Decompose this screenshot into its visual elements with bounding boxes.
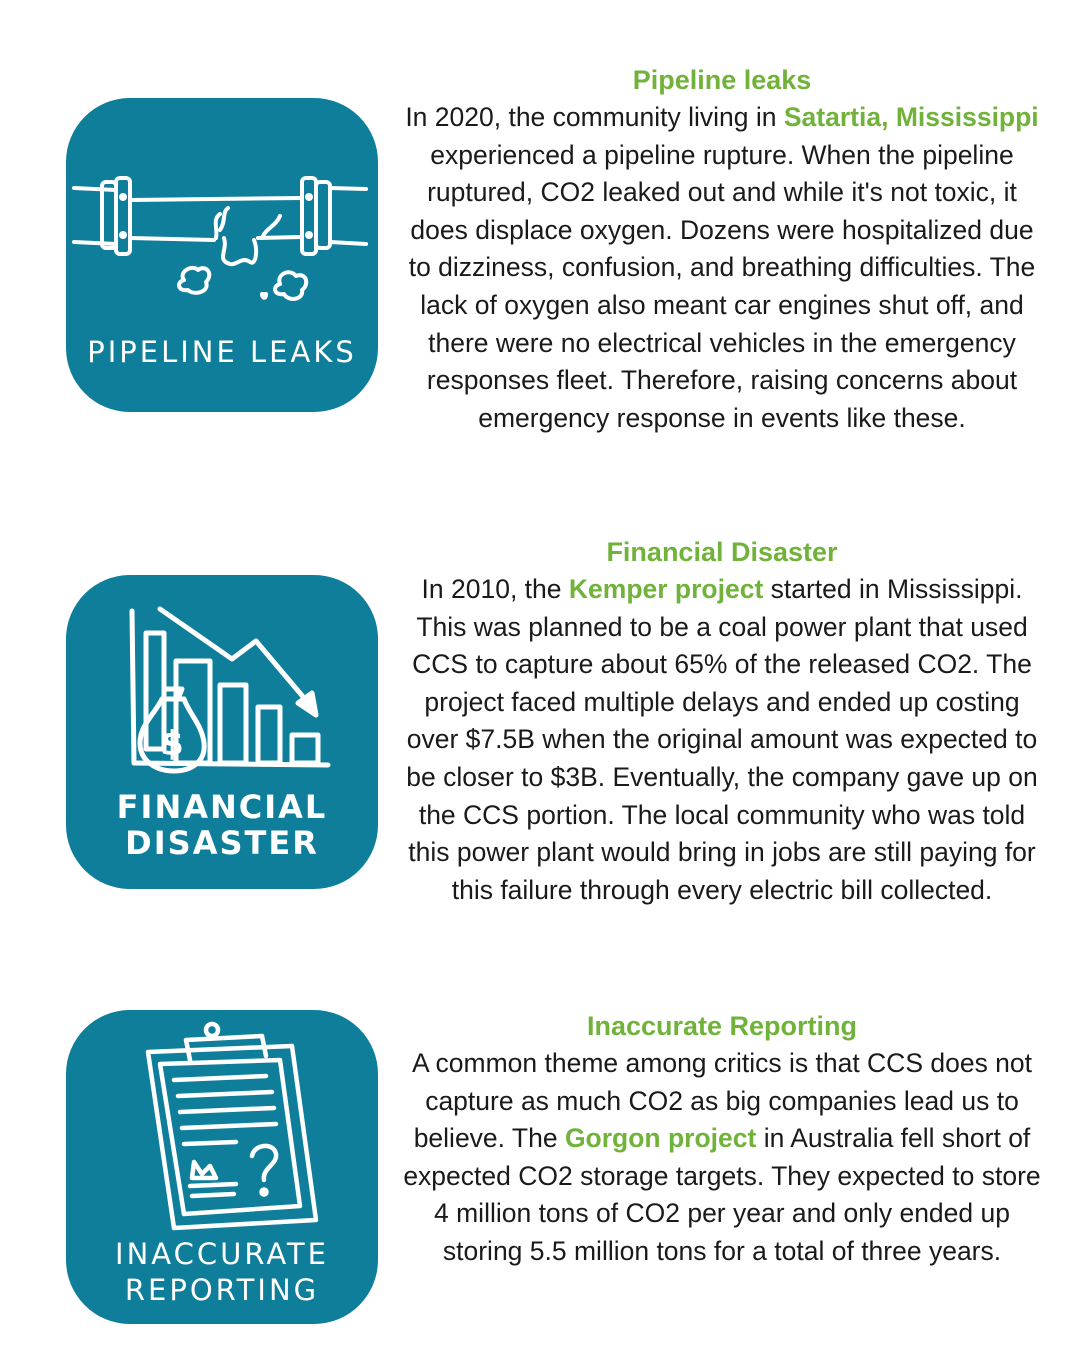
financial-disaster-body: In 2010, the Kemper project started in Mississippi. This was planned to be a coal power plant that used CCS to capture about 65% of the released CO2. The project faced multiple delays and ended up costing over $7.5B when the original amount was expected to be closer to $3B. Eventually, the company gave up on the CCS portion. The local community who was told this power plant would bring in jobs are still paying for this failure through every electric bill collected. bbox=[406, 574, 1038, 905]
pipeline-leaks-icon-label: PIPELINE LEAKS bbox=[87, 335, 357, 369]
inaccurate-reporting-body: A common theme among critics is that CCS does not capture as much CO2 as big companies lead us to believe. The Gorgon project in Australia fell short of expected CO2 storage targets. They expected to store 4 million tons of CO2 per year and only ended up storing 5.5 million tons for a total of three years. bbox=[403, 1048, 1041, 1266]
pipeline-leaks-body: In 2020, the community living in Satartia, Mississippi experienced a pipeline rupture. When the pipeline ruptured, CO2 leaked out and while it's not toxic, it does displace oxygen. Dozens were hospitalized due to dizziness, confusion, and breathing difficulties. The lack of oxygen also meant car engines shut off, and there were no electrical vehicles in the emergency responses fleet. Therefore, raising concerns about emergency response in events like these. bbox=[405, 102, 1039, 433]
financial-disaster-tile bbox=[66, 575, 378, 889]
financial-disaster-section bbox=[398, 534, 1046, 909]
pipeline-leaks-section bbox=[398, 62, 1046, 437]
inaccurate-reporting-title: Inaccurate Reporting bbox=[586, 1011, 858, 1041]
financial-disaster-title: Financial Disaster bbox=[606, 537, 838, 567]
financial-disaster-icon-label: FINANCIAL DISASTER bbox=[116, 788, 328, 862]
inaccurate-reporting-tile bbox=[66, 1010, 378, 1324]
satartia-mississippi-highlight: Satartia, Mississippi bbox=[783, 102, 1039, 132]
pipeline-leaks-tile bbox=[66, 98, 378, 412]
inaccurate-reporting-section bbox=[398, 1008, 1046, 1271]
inaccurate-reporting-icon-label: INACCURATE REPORTING bbox=[115, 1237, 329, 1307]
pipeline-leaks-title: Pipeline leaks bbox=[632, 65, 812, 95]
svg-text:$: $ bbox=[160, 724, 184, 764]
kemper-project-highlight: Kemper project bbox=[568, 574, 764, 604]
gorgon-project-highlight: Gorgon project bbox=[564, 1123, 757, 1154]
